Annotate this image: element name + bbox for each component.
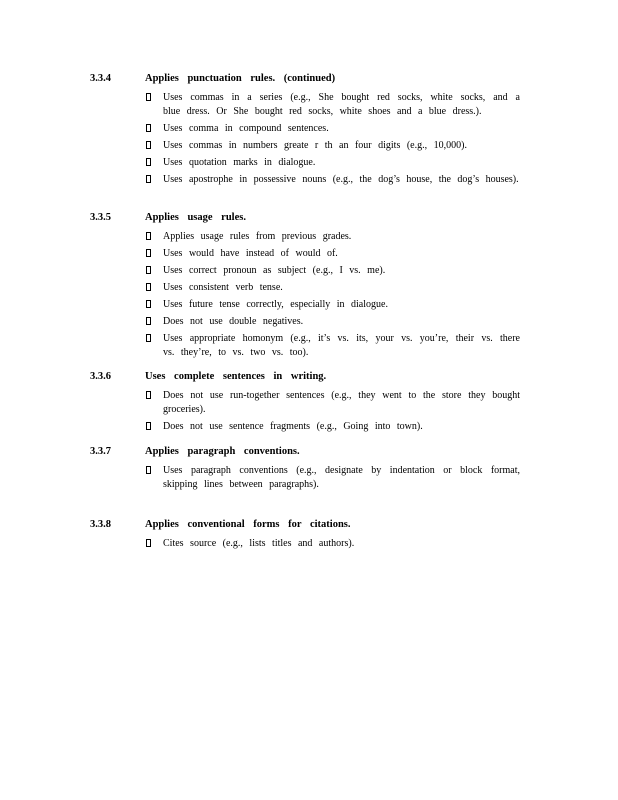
item-list <box>90 464 530 491</box>
list-item <box>90 173 530 187</box>
item-text: Uses comma in compound sentences. <box>163 122 329 134</box>
list-item <box>90 91 530 118</box>
list-item <box>90 139 530 153</box>
list-item <box>90 464 530 491</box>
section-title: Applies conventional forms for citations. <box>145 519 351 530</box>
checkbox-bullet-icon <box>145 315 163 328</box>
item-text: Uses appropriate homonym (e.g., it’s vs. its, your vs. you’re, their vs. there vs. they’re, to vs. two vs. too). <box>163 333 520 358</box>
checkbox-bullet-icon <box>145 298 163 311</box>
checkbox-bullet-icon <box>145 122 163 135</box>
list-item <box>90 537 530 551</box>
section-heading <box>90 371 530 387</box>
section-3-3-4 <box>90 73 530 190</box>
list-item <box>90 230 530 244</box>
checkbox-bullet-icon <box>145 91 163 104</box>
list-item <box>90 420 530 434</box>
section-heading <box>90 519 530 535</box>
section-title: Applies paragraph conventions. <box>145 446 300 457</box>
item-text: Uses apostrophe in possessive nouns (e.g., the dog’s house, the dog’s houses). <box>163 173 519 185</box>
item-text: Applies usage rules from previous grades. <box>163 231 352 242</box>
section-number: 3.3.8 <box>90 519 111 530</box>
list-item <box>90 315 530 329</box>
list-item <box>90 389 530 416</box>
checkbox-bullet-icon <box>145 139 163 152</box>
section-3-3-6 <box>90 371 530 437</box>
section-number: 3.3.4 <box>90 73 111 84</box>
checkbox-bullet-icon <box>145 464 163 477</box>
item-list <box>90 537 530 551</box>
section-number: 3.3.5 <box>90 212 111 223</box>
list-item <box>90 298 530 312</box>
section-heading <box>90 73 530 89</box>
item-text: Uses commas in a series (e.g., She bought red socks, white socks, and a blue dress. Or She bought red socks, white shoes and a blue dress.). <box>163 92 520 117</box>
section-3-3-5 <box>90 212 530 363</box>
item-text: Uses commas in numbers greate r th an four digits (e.g., 10,000). <box>163 139 467 151</box>
list-item <box>90 247 530 261</box>
section-3-3-8 <box>90 519 530 554</box>
section-title: Applies usage rules. <box>145 212 246 223</box>
list-item <box>90 332 530 359</box>
checkbox-bullet-icon <box>145 264 163 277</box>
item-text: Does not use double negatives. <box>163 316 304 327</box>
section-heading <box>90 446 530 462</box>
item-text: Does not use sentence fragments (e.g., Going into town). <box>163 420 423 432</box>
section-3-3-7 <box>90 446 530 495</box>
checkbox-bullet-icon <box>145 389 163 402</box>
checkbox-bullet-icon <box>145 537 163 550</box>
item-text: Cites source (e.g., lists titles and authors). <box>163 538 355 549</box>
checkbox-bullet-icon <box>145 156 163 169</box>
item-text: Uses would have instead of would of. <box>163 248 338 259</box>
checkbox-bullet-icon <box>145 230 163 243</box>
checkbox-bullet-icon <box>145 281 163 294</box>
item-text: Does not use run-together sentences (e.g., they went to the store they bought groceries). <box>163 390 520 415</box>
item-text: Uses paragraph conventions (e.g., designate by indentation or block format, skipping lines between paragraphs). <box>163 465 520 490</box>
section-number: 3.3.7 <box>90 446 111 457</box>
checkbox-bullet-icon <box>145 247 163 260</box>
checkbox-bullet-icon <box>145 173 163 186</box>
item-text: Uses correct pronoun as subject (e.g., I vs. me). <box>163 265 386 276</box>
checkbox-bullet-icon <box>145 332 163 345</box>
item-list <box>90 91 530 186</box>
item-text: Uses quotation marks in dialogue. <box>163 156 316 168</box>
list-item <box>90 156 530 170</box>
section-heading <box>90 212 530 228</box>
list-item <box>90 264 530 278</box>
item-text: Uses consistent verb tense. <box>163 282 283 293</box>
checkbox-bullet-icon <box>145 420 163 433</box>
item-list <box>90 389 530 433</box>
item-text: Uses future tense correctly, especially in dialogue. <box>163 299 388 310</box>
section-title: Applies punctuation rules. (continued) <box>145 73 336 84</box>
list-item <box>90 122 530 136</box>
section-title: Uses complete sentences in writing. <box>145 371 327 382</box>
list-item <box>90 281 530 295</box>
item-list <box>90 230 530 359</box>
section-number: 3.3.6 <box>90 371 111 382</box>
